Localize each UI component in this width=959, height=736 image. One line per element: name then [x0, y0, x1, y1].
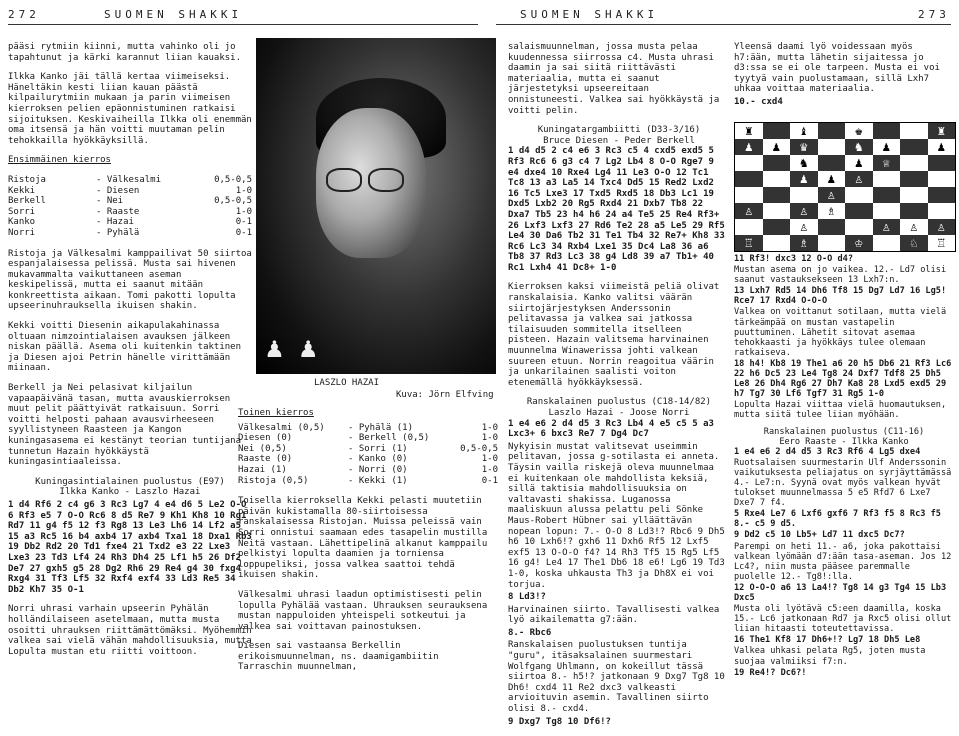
- board-square: [763, 235, 791, 251]
- board-square: [735, 187, 763, 203]
- right-header-rule: [496, 24, 951, 25]
- game-result: 1-0: [481, 464, 498, 475]
- game-moves: 1 e4 e6 2 d4 d5 3 Rc3 Lb4 4 e5 c5 5 a3 Lxc3+ 6 bxc3 Re7 7 Dg4 Dc7: [508, 418, 714, 440]
- board-square: ♙: [845, 171, 873, 187]
- board-square: [845, 203, 873, 219]
- round-title: Ensimmäinen kierros: [8, 155, 111, 166]
- game-moves: 8 Ld3!?: [508, 592, 546, 603]
- game-moves: 16 The1 Kf8 17 Dh6+!? Lg7 18 Dh5 Le8: [734, 635, 921, 646]
- board-square: [790, 187, 818, 203]
- paragraph: Ristoja ja Välkesalmi kamppailivat 50 siirtoa espanjalaisessa pelissä. Musta sai hivenen mukavammalta vaikuttaneen aseman keskipelissä, mutta ei saanut mitään konkreettista aikaan. Tomi pakotti lopulta upseerinuhrauksella ikuisen shakin.: [8, 248, 252, 312]
- game-result: 0-1: [235, 217, 252, 228]
- board-square: [928, 187, 956, 203]
- player-black: - Diesen: [96, 185, 140, 196]
- board-square: [818, 123, 846, 139]
- board-square: ♗: [790, 235, 818, 251]
- left-page-number: 272: [8, 8, 40, 21]
- board-square: [873, 123, 901, 139]
- board-square: ♙: [790, 203, 818, 219]
- player-white: Ristoja (0,5): [238, 475, 309, 486]
- photo-glasses-left: [326, 168, 362, 192]
- board-square: ♞: [790, 155, 818, 171]
- column-2: [238, 408, 496, 682]
- paragraph: Norri uhrasi varhain upseerin Pyhälän holländilaiseen asetelmaan, mutta musta osoitti uhrauksen riittämättömäksi. Myöhemmin valkea sai vielä vähän mahdollisuuksia, mutta Lopulta mustan etu riitti voittoon.: [8, 604, 252, 657]
- board-square: ♜: [928, 123, 956, 139]
- paragraph: Ruotsalaisen suurmestarin Ulf Anderssonin vaikutuksesta peliajatus on syrjäyttämässä 4.- Le7:n. Syynä ovat myös valkean hyvät tulokset muunnelmassa 5 e5 Rfd7 6 Lxe7 Dxe7 7 f4.: [734, 457, 952, 509]
- game-moves: 8.- Rbc6: [508, 627, 552, 638]
- game-moves: 1 d4 d5 2 c4 e6 3 Rc3 c5 4 cxd5 exd5 5 Rf3 Rc6 6 g3 c4 7 Lg2 Lb4 8 O-O Rge7 9 e4 dxe4 10 Rxe4 Lg4 11 Le3 O-O 12 Tc1 Tc8 13 a3 La5 14 Txc4 Dd5 15 Red2 Lxd2 16 Tc5 Lxe3 17 Txd5 Rxd5 18 Db3 Lc1 19 Dxd5 Lxb2 20 Rg5 Rxd4 21 Dxb7 Tb8 22 Dxa7 Tb5 23 h4 h6 24 a4 Te5 25 Re4 Rf3+ 26 Lxf3 Lxf3 27 Rd6 Te2 28 a5 Le5 29 Rf5 Le4 30 Da6 Tb2 31 Te1 Tb4 32 Re7+ Kh8 33 Rc6 Lc3 34 Rxb4 Lxe1 35 Dc4 La8 36 a6 Tb8 37 Rd3 Lc3 38 g4 Ld8 39 a7 Tb1+ 40 Rc1 Lxh4 41 Dc8+ 1-0: [508, 146, 725, 273]
- board-square: [928, 171, 956, 187]
- board-square: ♖: [928, 235, 956, 251]
- board-square: [873, 187, 901, 203]
- paragraph: Välkesalmi uhrasi laadun optimistisesti pelin lopulla Pyhälää vastaan. Uhrauksen seurauksena mustan nappuloiden yhteispeli sotkeutui ja valkea sai voittavan painostuksen.: [238, 589, 488, 632]
- paragraph: Mustan asema on jo vaikea. 12.- Ld7 olisi saanut vastauksekseen 13 Lxh7:n.: [734, 265, 947, 286]
- board-square: ♙: [928, 219, 956, 235]
- board-square: ♙: [818, 187, 846, 203]
- paragraph: Ilkka Kanko jäi tällä kertaa viimeiseksi. Häneltäkin kesti liian kauan päästä kilpailurytmiin mukaan ja parin viimeisen kierroksen pelien epäonnistuminen ratkaisi sijoituksen. Keskivaiheilla Ilkka oli enemmän oma itsensä ja hän voitti muutaman pelin tehokkailla hyökkäyksillä.: [8, 72, 252, 146]
- board-square: [763, 219, 791, 235]
- column-1: [8, 42, 252, 666]
- game-moves: 9 Dxg7 Tg8 10 Df6!?: [508, 716, 611, 727]
- game-moves: 12 O-O-O a6 13 La4!? Tg8 14 g3 Tg4 15 Lb3 Dxc5: [734, 582, 947, 603]
- player-white: Kekki: [8, 185, 36, 196]
- player-white: Kanko: [8, 217, 36, 228]
- board-square: [900, 203, 928, 219]
- board-square: ♟: [928, 139, 956, 155]
- paragraph: Musta oli lyötävä c5:een daamilla, koska 15.- Lc6 jatkonaan Rd7 ja Rxc5 olisi ollut liian hitaasti toteutettavissa.: [734, 604, 952, 635]
- game-result: 1-0: [235, 185, 252, 196]
- player-white: Hazai (1): [238, 464, 287, 475]
- board-square: ♟: [763, 139, 791, 155]
- player-black: - Berkell (0,5): [348, 433, 430, 444]
- board-square: ♚: [845, 123, 873, 139]
- right-running-title: SUOMEN SHAKKI: [520, 8, 659, 21]
- game-result: 0,5-0,5: [214, 196, 252, 207]
- board-square: ♜: [735, 123, 763, 139]
- photo-caption-credit: Kuva: Jörn Elfving: [396, 390, 494, 400]
- player-black: - Kanko (0): [348, 454, 408, 465]
- board-square: ♘: [900, 235, 928, 251]
- player-black: - Nei: [96, 196, 124, 207]
- paragraph: Kierroksen kaksi viimeistä peliä olivat ranskalaisia. Kanko valitsi väärän siirtojärjestyksen Anderssonin pelitavassa ja valkea sai jatkossa tilaisuuden sommitella itselleen pisteen. Hazain valitsema harvinainen muunnelma Winawerissa johti valkean suureen etuun. Norrin reagoitua väärin ja unkarilainen saalisti voiton etenemällä hyökkäyksessä.: [508, 282, 720, 388]
- board-square: [900, 171, 928, 187]
- game-title: Kuningasintialainen puolustus (E97): [35, 476, 225, 487]
- board-square: ♟: [873, 139, 901, 155]
- board-square: ♕: [873, 155, 901, 171]
- game-players: Eero Raaste - Ilkka Kanko: [779, 436, 909, 447]
- player-black: - Raaste: [96, 206, 140, 217]
- portrait-photo: [256, 38, 496, 374]
- photo-caption-name: LASZLO HAZAI: [314, 378, 380, 388]
- game-moves: 18 h4! Kb8 19 The1 a6 20 h5 Db6 21 Rf3 Lc6 22 h6 Dc5 23 Le4 Tg8 24 Dxf7 Tdf8 25 Dh5 Le8 26 Dh4 Rg6 27 Dh7 Ka8 28 Lxd5 exd5 29 h7 Tg7 30 Lf6 Tgf7 31 Rg5 1-0: [734, 358, 952, 400]
- board-square: [873, 171, 901, 187]
- paragraph: Valkea uhkasi pelata Rg5, joten musta suojaa valmiiksi f7:n.: [734, 646, 926, 667]
- board-square: [818, 139, 846, 155]
- board-square: ♔: [845, 235, 873, 251]
- player-black: - Kekki (1): [348, 475, 408, 486]
- board-square: ♟: [790, 171, 818, 187]
- board-square: [735, 171, 763, 187]
- player-white: Norri: [8, 227, 36, 238]
- paragraph: salaismuunnelman, jossa musta pelaa kuudennessa siirrossa c4. Musta uhrasi daamin ja sai siitä riittävästi materiaalia, mutta ei saanut järjestetyksi upseereitaan onnistuneesti. Valkea sai hyökkäystä ja voitti pelin.: [508, 42, 720, 116]
- right-page-number: 273: [918, 8, 950, 21]
- player-white: Raaste (0): [238, 454, 293, 465]
- board-square: ♞: [845, 139, 873, 155]
- board-square: [818, 219, 846, 235]
- game-result: 0,5-0,5: [460, 443, 498, 454]
- board-square: ♙: [735, 203, 763, 219]
- game-result: 1-0: [481, 422, 498, 433]
- board-square: [900, 123, 928, 139]
- player-white: Berkell: [8, 196, 46, 207]
- player-black: - Pyhälä (1): [348, 422, 414, 433]
- board-square: [735, 155, 763, 171]
- game-moves: 1 e4 e6 2 d4 d5 3 Rc3 Rf6 4 Lg5 dxe4: [734, 446, 921, 457]
- player-black: - Pyhälä: [96, 227, 140, 238]
- board-square: ♟: [818, 171, 846, 187]
- board-square: [845, 219, 873, 235]
- game-moves: 9 Dd2 c5 10 Lb5+ Ld7 11 dxc5 Dc7?: [734, 530, 905, 541]
- player-white: Sorri: [8, 206, 36, 217]
- paragraph: Nykyisin mustat valitsevat useimmin pelitavan, jossa g-sotilasta ei anneta. Täysin vailla riskejä oleva muunnelmaa ei kuitenkaan ole mahdollista keksiä, sillä taktisia mahdollisuuksia on valtavasti shakissa. Luganossa maaliskuun alussa pelattu peli Sönke Maus-Robert Hübner sai ylläättävän nopean lopun: 7.- O-O 8 Ld3!? Rbc6 9 Dh5 h6 10 Lxh6!? gxh6 11 Dxh6 Rf5 12 Lxf5 exf5 13 O-O-O f4? 14 Rh3 Tf5 15 Rg5 Lf5 16 g4! Le4 17 The1 Db6 18 e6! Lg6 19 Td3 1-0, koska uhkausta Th3 ja Dh8X ei voi torjua.: [508, 441, 725, 590]
- board-square: ♙: [790, 219, 818, 235]
- game-players: Laszlo Hazai - Joose Norri: [548, 408, 690, 418]
- board-square: [873, 235, 901, 251]
- board-square: [818, 155, 846, 171]
- paragraph: Valkea on voittanut sotilaan, mutta vielä tärkeämpää on mustan vastapelin puuttuminen. Lähetit sitovat asemaa tehokkaasti ja hyökkäys tulee olemaan ratkaiseva.: [734, 307, 947, 358]
- paragraph: Berkell ja Nei pelasivat kiljailun vapaapäivänä tasan, mutta avauskierroksen muut pelit päättyivät ratkaisuun. Sorri voitti helposti pahaan avausvirheeseen syyllistyneen Raasteen ja Kangon kuningasasema ei kestänyt teorian tuntijana tunnetun Hazain hyökkäystä kuningasintiaaleissa.: [8, 383, 241, 468]
- board-square: [818, 235, 846, 251]
- left-header-rule: [8, 24, 478, 25]
- game-result: 1-0: [235, 206, 252, 217]
- board-square: [763, 155, 791, 171]
- board-square: ♖: [735, 235, 763, 251]
- left-running-title: SUOMEN SHAKKI: [104, 8, 243, 21]
- paragraph: Toisella kierroksella Kekki pelasti muutetiin päivän kukistamalla 80-siirtoisessa ranskalaisessa Ristojan. Muissa peleissä vain Sorri onnistui saamaan edes tasapelin mustilla Neitä vastaan. Lähettipelinä alkanut kamppailu pelkistyi lopulta daamien ja torniensa loppupeliksi, jossa valkea saattoi tehdä ikuisen shakin.: [238, 496, 488, 581]
- game-result: 0,5-0,5: [214, 174, 252, 185]
- board-square: [763, 187, 791, 203]
- board-square: [900, 187, 928, 203]
- board-square: [900, 139, 928, 155]
- paragraph: Parempi on heti 11.- a6, joka pakottaisi valkean lyömään d7:ään tasa-aseman. Jos 12 Lc4?, niin musta pääsee paremmalle puolelle 12.- Tg8!:lla.: [734, 541, 952, 582]
- paragraph: Lopulta Hazai viittaa vielä huomautuksen, mutta siitä tulee liian myöhään.: [734, 400, 947, 421]
- paragraph: pääsi rytmiin kiinni, mutta vahinko oli jo tapahtunut ja kärki karannut liian kauaksi.: [8, 42, 241, 63]
- player-white: Ristoja: [8, 174, 46, 185]
- game-title: Ranskalainen puolustus (C18-14/82): [526, 397, 712, 408]
- game-moves: 5 Rxe4 Le7 6 Lxf6 gxf6 7 Rf3 f5 8 Rc3 f5 8.- c5 9 d5.: [734, 509, 941, 530]
- board-square: [845, 187, 873, 203]
- board-square: [763, 123, 791, 139]
- board-square: [928, 203, 956, 219]
- player-white: Nei (0,5): [238, 443, 287, 454]
- photo-chess-pieces: ♟ ♟: [266, 331, 317, 364]
- player-white: Välkesalmi (0,5): [238, 422, 325, 433]
- player-black: - Norri (0): [348, 464, 408, 475]
- paragraph: Kekki voitti Diesenin aikapulakahinassa oltuaan nimzointialaisen avauksen jälkeen niskan päällä. Asema oli kuitenkin taktinen ja Diesen ajoi Petrin hänelle virittämään miinaan.: [8, 321, 241, 374]
- game-title: Kuningatargambiitti (D33-3/16): [537, 125, 701, 136]
- game-result: 0-1: [235, 227, 252, 238]
- paragraph: Ranskalaisen puolustuksen tuntija "guru", itäsaksalainen suurmestari Wolfgang Uhlmann, on kokeillut tässä siirtoa 8.- h5!? jatkonaan 9 Dxg7 Tg8 10 Dh6! cxd4 11 Re2 dxc3 valkeasti arvioituvin asemin. Tavallinen siirto olisi 8.- cxd4.: [508, 640, 725, 715]
- game-moves: 1 d4 Rf6 2 c4 g6 3 Rc3 Lg7 4 e4 d6 5 Le2 O-O 6 Rf3 e5 7 O-O Rc6 8 d5 Re7 9 Kh1 Kh8 10 Rg1 Rd7 11 g4 f5 12 f3 Rg8 13 Le3 Lh6 14 Lf2 a5 15 a3 Rc5 16 b4 axb4 17 axb4 Txa1 18 Dxa1 Rb3 19 Db2 Rd2 20 Td1 fxe4 21 Txd2 e3 22 Lxe3 Lxe3 23 Td3 Lf4 24 Rh3 Dh4 25 Lf1 h5 26 Df2 De7 27 gxh5 g5 28 Dg2 Rh6 29 Re4 g4 30 fxg4 Rxg4 31 Tf3 Lf5 32 Rxf4 exf4 33 Ld3 Re5 34 Db2 Kh7 35 O-1: [8, 499, 252, 595]
- game-result: 0-1: [481, 475, 498, 486]
- board-square: [763, 171, 791, 187]
- player-black: - Sorri (1): [348, 443, 408, 454]
- player-black: - Hazai: [96, 217, 134, 228]
- board-square: [928, 155, 956, 171]
- board-square: ♟: [735, 139, 763, 155]
- board-square: ♟: [845, 155, 873, 171]
- game-players: Bruce Diesen - Peder Berkell: [543, 135, 695, 146]
- paragraph: Harvinainen siirto. Tavallisesti valkea lyö aikailematta g7:ään.: [508, 604, 720, 626]
- player-black: - Välkesalmi: [96, 174, 162, 185]
- board-square: ♝: [790, 123, 818, 139]
- game-moves: 13 Lxh7 Rd5 14 Dh6 Tf8 15 Dg7 Ld7 16 Lg5! Rce7 17 Rxd4 O-O-O: [734, 286, 947, 307]
- board-square: ♙: [900, 219, 928, 235]
- game-players: Ilkka Kanko - Laszlo Hazai: [59, 487, 201, 498]
- player-white: Diesen (0): [238, 433, 293, 444]
- board-square: ♗: [818, 203, 846, 219]
- board-square: [735, 219, 763, 235]
- board-square: ♛: [790, 139, 818, 155]
- game-moves: 10.- cxd4: [734, 96, 783, 107]
- column-4: [734, 254, 954, 687]
- game-result: 1-0: [481, 454, 498, 465]
- game-result: 1-0: [481, 433, 498, 444]
- board-square: [873, 203, 901, 219]
- paragraph: Yleensä daami lyö voidessaan myös h7:ään, mutta lähetin sijaitessa jo d3:ssa se ei ole tarpeen. Musta ei voi tyytyä vain puolustamaan, sillä Lxh7 uhkaa voittaa materiaalia.: [734, 42, 940, 95]
- round-2-results: [238, 423, 496, 487]
- board-square: [900, 155, 928, 171]
- game-moves: 11 Rf3! dxc3 12 O-O d4?: [734, 254, 853, 264]
- column-4-top: [734, 42, 954, 117]
- round-title: Toinen kierros: [238, 408, 314, 418]
- game-title: Ranskalainen puolustus (C11-16): [763, 426, 925, 437]
- chess-diagram: [734, 122, 956, 252]
- board-square: ♙: [873, 219, 901, 235]
- game-moves: 19 Re4!? Dc6?!: [734, 667, 807, 678]
- column-3: [508, 42, 730, 736]
- photo-glasses-right: [368, 168, 404, 192]
- board-square: [763, 203, 791, 219]
- round-1-results: [8, 175, 252, 239]
- paragraph: Diesen sai vastaansa Berkellin erikoismuunnelman, ns. daamigambiitin Tarraschin muunnelman,: [238, 641, 439, 673]
